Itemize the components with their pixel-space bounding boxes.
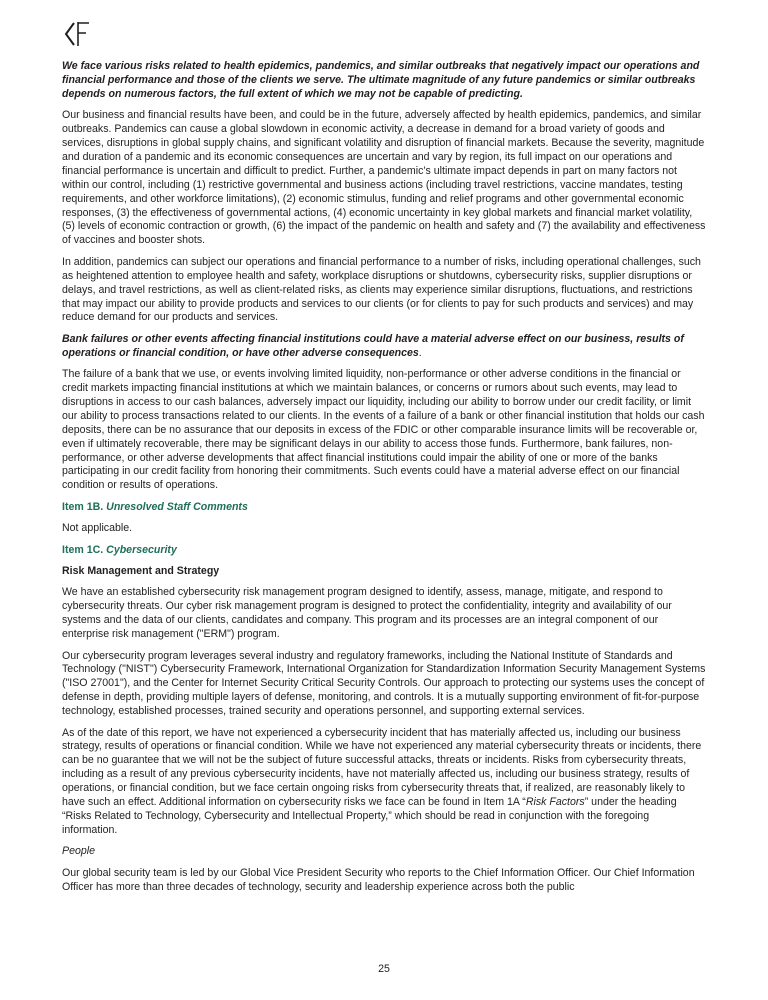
risk-factors-reference: Risk Factors [525,796,585,809]
risk-heading-bank-failures-period: . [418,346,422,359]
paragraph-cyber-program: We have an established cybersecurity risk management program designed to identify, assess, manage, mitigate, and respond to cybersecurity threats. Our cyber risk management program is designed to protect the confidentiality, integrity and availability of our systems and the data of our clients, candidates and company. This program and its processes are an integral component of our enterprise risk management ("ERM") program. [62,586,672,641]
item-1b-heading [62,501,706,515]
paragraph-pandemic-risks: In addition, pandemics can subject our operations and financial performance to a number of risks, including operational challenges, such as heightened attention to employee health and safety, workplace disruptions or shutdowns, cybersecurity risks, supplier disruptions or delays, and travel restrictions, as well as client-related risks, as clients may experience similar disruptions, fluctuations, and restrictions that may impact our ability to provide products and services to our clients (or for clients to pay for such products and services) and may reduce demand for our products and services. [62,255,701,324]
subheading-risk-management: Risk Management and Strategy [62,565,220,577]
risk-heading-pandemics: We face various risks related to health epidemics, pandemics, and similar outbreaks that negatively impact our operations and financial performance and those of the clients we serve. The ultimate magnitude of any future pandemics or similar outbreaks depends on numerous factors, the full extent of which we may not be capable of predicting. [62,60,700,100]
risk-heading-bank-failures [62,333,706,361]
paragraph-pandemic-impact: Our business and financial results have been, and could be in the future, adversely affected by health epidemics, pandemics, and similar outbreaks. Pandemics can cause a global slowdown in economic activity, a decrease in demand for a broad variety of goods and services, disruptions in global supply chains, and significant volatility and disruption of financial markets. Because the severity, magnitude and duration of a pandemic and its economic consequences are uncertain and vary by region, its full impact on our operations and financial performance is uncertain and difficult to predict. Further, a pandemic’s ultimate impact depends in part on many factors not within our control, including (1) restrictive governmental and business actions (including travel restrictions, vaccine mandates, testing requirements, and other workforce limitations), (2) economic stimulus, funding and relief programs and other governmental economic responses, (3) the effectiveness of governmental actions, (4) economic uncertainty in key global markets and financial market volatility, (5) levels of economic contraction or growth, (6) the impact of the pandemic on health and safety and (7) the availability and effectiveness of vaccines and booster shots. [62,109,706,247]
cf-logo-icon [62,20,98,48]
paragraph-security-team: Our global security team is led by our Global Vice President Security who reports to the Chief Information Officer. Our Chief Information Officer has more than three decades of technology, security and leadership experience across both the public [62,866,695,893]
item-1c-title: Cybersecurity [106,543,177,556]
page-body [62,60,706,902]
item-1b-title: Unresolved Staff Comments [106,500,248,513]
page-number: 25 [378,963,390,975]
paragraph-cyber-incidents-b: ” under the heading “Risks Related to Technology, Cybersecurity and Intellectual Property,” which should be read in conjunction with the foregoing information. [62,796,677,836]
item-1c-label: Item 1C. [62,543,104,556]
subheading-people: People [62,845,95,858]
paragraph-cyber-incidents-a: As of the date of this report, we have not experienced a cybersecurity incident that has materially affected us, including our business strategy, results of operations or financial condition. While we have not experienced any material cybersecurity threats or incidents, there can be no guarantee that we will not be the subject of future successful attacks, threats or incidents. Risks from cybersecurity threats, including as a result of any previous cybersecurity incidents, have not materially affected us, including our business strategy, results of operations, or financial condition, but we face certain ongoing risks from cybersecurity threats that, if realized, are reasonably likely to have such an effect. Additional information on cybersecurity risks we face can be found in Item 1A “ [62,726,702,809]
risk-heading-bank-failures-text: Bank failures or other events affecting financial institutions could have a material adverse effect on our business, results of operations or financial condition, or have other adverse consequences [62,332,684,359]
paragraph-bank-failures: The failure of a bank that we use, or events involving limited liquidity, non-performance or other adverse conditions in the financial or credit markets impacting financial institutions at which we maintain balances, or concerns or rumors about such events, may lead to disruptions in access to our cash balances, adversely impact our liquidity, including our ability to borrow under our credit facility, or limit our ability to process transactions related to our clients. In the events of a failure of a bank or other financial institution that holds our cash deposits, there can be no assurance that our deposits in excess of the FDIC or other comparable insurance limits will be recoverable or, even if ultimately recoverable, there may be significant delays in our ability to access those funds. Furthermore, bank failures, non-performance, or other adverse developments that affect financial institutions could impair the ability of one or more of the banks participating in our credit facility from honoring their commitments. Such events could have a material adverse effect on our financial condition or results of operations. [62,368,705,492]
item-1b-label: Item 1B. [62,500,104,513]
item-1b-text: Not applicable. [62,522,133,535]
paragraph-cyber-frameworks: Our cybersecurity program leverages several industry and regulatory frameworks, including the National Institute of Standards and Technology ("NIST") Cybersecurity Framework, International Organization for Standardization Information Security Management Systems ("ISO 27001"), and the Center for Internet Security Critical Security Controls. Our approach to protecting our systems uses the concept of defense in depth, providing multiple layers of defense, monitoring, and controls. It is a mutually supporting environment of fit-for-purpose technology, established processes, trained security and operations personnel, and supporting external services. [62,649,706,718]
paragraph-cyber-incidents [62,727,706,838]
item-1c-heading [62,544,706,558]
